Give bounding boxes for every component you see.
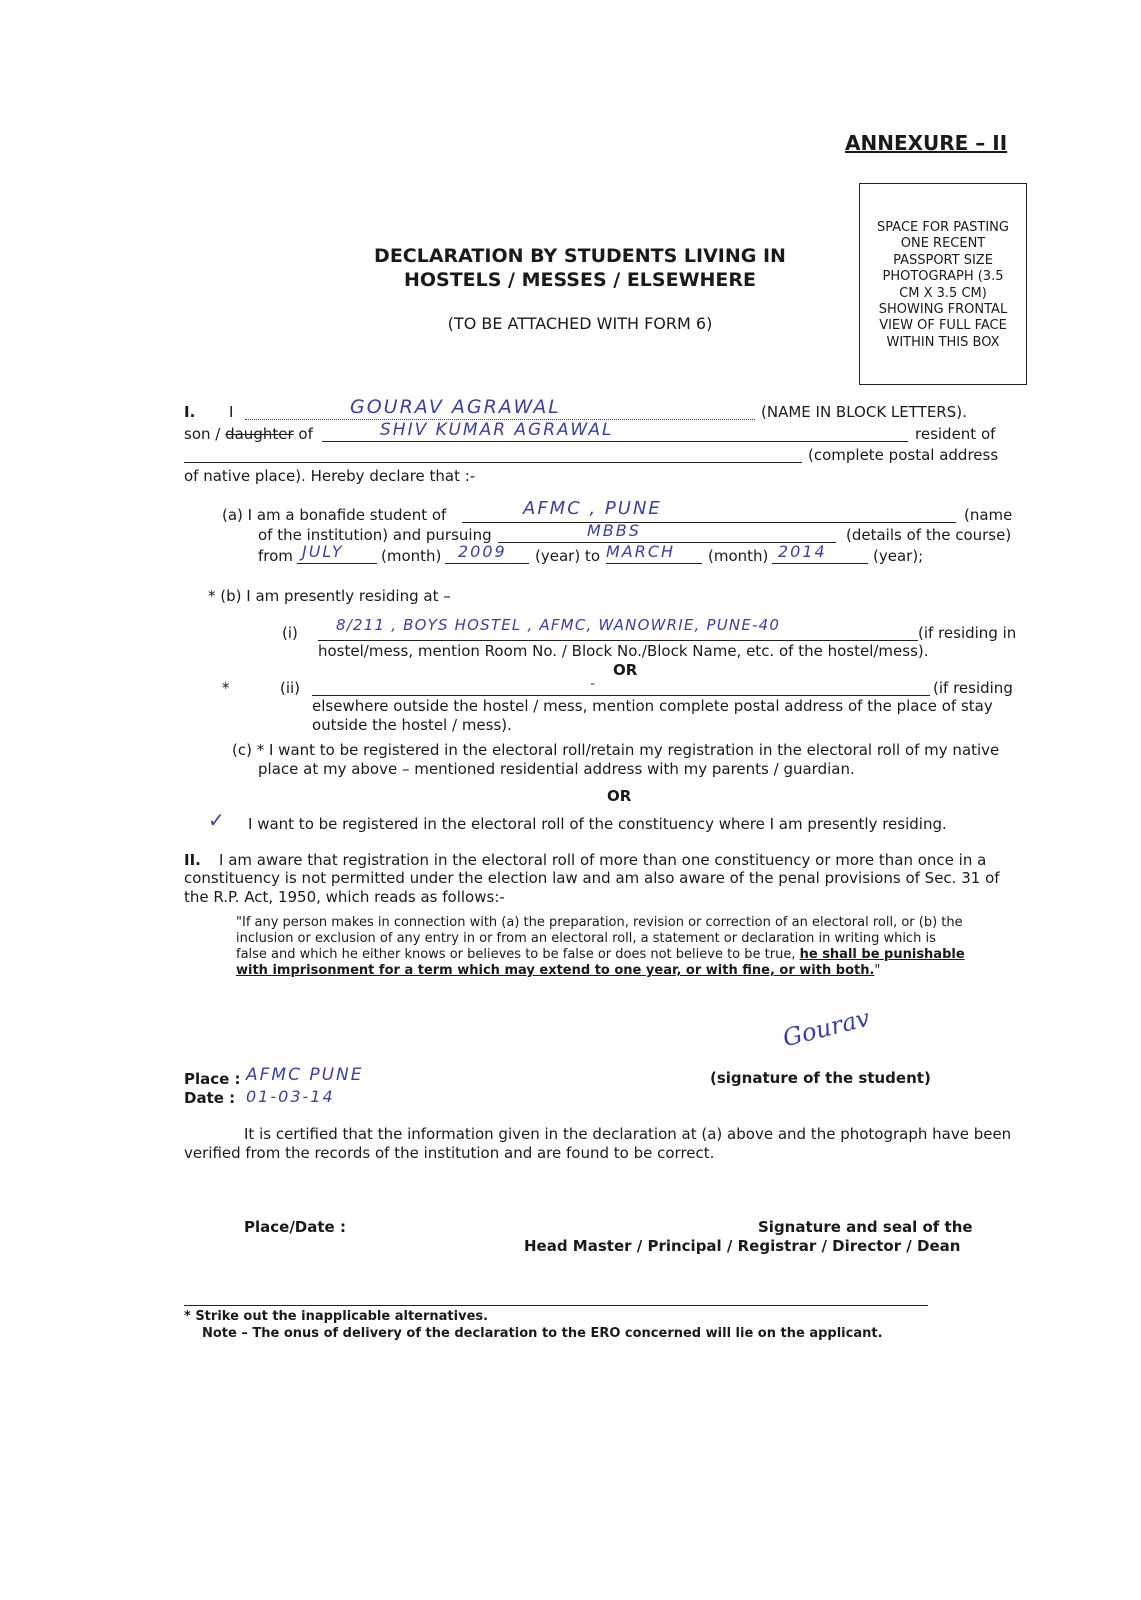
place-value: AFMC PUNE: [246, 1065, 364, 1085]
son-prefix: son /: [184, 425, 226, 443]
section-2-numeral: II.: [184, 851, 201, 869]
photo-line: PHOTOGRAPH (3.5: [882, 269, 1004, 285]
certificate-line-2: verified from the records of the institution and are found to be correct.: [184, 1144, 715, 1162]
quote-4-emphasis: with imprisonment for a term which may extend to one year, or with fine, or with both.: [236, 963, 875, 978]
section-1-numeral: I.: [184, 403, 196, 421]
month-label-1: (month): [381, 547, 442, 565]
title-line-2: HOSTELS / MESSES / ELSEWHERE: [403, 269, 757, 291]
ii-roman: (ii): [280, 679, 301, 697]
footer-strike-note: * Strike out the inapplicable alternatives.: [184, 1309, 489, 1324]
photo-line: SHOWING FRONTAL: [878, 302, 1008, 318]
course-value: MBBS: [587, 521, 641, 540]
ii-value: -: [590, 676, 598, 692]
section-2-line-1: I am aware that registration in the electoral roll of more than one constituency or more than once in a: [219, 851, 987, 869]
i-label: I: [229, 403, 234, 421]
footer-onus-note: Note – The onus of delivery of the declaration to the ERO concerned will lie on the applicant.: [202, 1326, 883, 1341]
institution-line: of the institution) and pursuing: [258, 526, 492, 544]
year-to: (year) to: [535, 547, 600, 565]
ii-note-1: elsewhere outside the hostel / mess, mention complete postal address of the place of stay: [312, 697, 993, 715]
section-2-line-2: constituency is not permitted under the election law and am also aware of the penal provisions of Sec. 31 of: [184, 869, 1000, 887]
to-year: 2014: [778, 542, 827, 561]
title-line-1: DECLARATION BY STUDENTS LIVING IN: [374, 245, 786, 267]
or-2: OR: [607, 787, 632, 805]
b-prefix: * (b) I am presently residing at –: [208, 587, 451, 605]
date-value: 01-03-14: [246, 1087, 335, 1106]
postal-suffix: (complete postal address: [808, 446, 999, 464]
place-date-label: Place/Date :: [244, 1218, 346, 1236]
ii-suffix: (if residing: [933, 679, 1013, 697]
quote-line-3: [236, 947, 965, 962]
month-label-2: (month): [708, 547, 769, 565]
c-line-2: place at my above – mentioned residential address with my parents / guardian.: [258, 760, 855, 778]
photo-box-text: [860, 220, 1026, 351]
c-alt: I want to be registered in the electoral roll of the constituency where I am presently residing.: [248, 815, 947, 833]
signature-label: (signature of the student): [710, 1069, 931, 1087]
quote-3-plain: false and which he either knows or believes to be false or does not believe to be true,: [236, 947, 800, 962]
quote-4-end: ": [874, 963, 881, 978]
student-signature: Gourav: [779, 1003, 873, 1053]
photo-line: CM X 3.5 CM): [899, 285, 987, 301]
quote-line-1: "If any person makes in connection with (a) the preparation, revision or correction of an electoral roll, or (b) the: [236, 915, 963, 930]
seal-line-2: Head Master / Principal / Registrar / Director / Dean: [524, 1237, 961, 1255]
ii-note-2: outside the hostel / mess).: [312, 716, 512, 734]
a-prefix: (a) I am a bonafide student of: [222, 506, 447, 524]
native-line: of native place). Hereby declare that :-: [184, 467, 476, 485]
section-2-line-3: the R.P. Act, 1950, which reads as follows:-: [184, 888, 505, 906]
father-value: SHIV KUMAR AGRAWAL: [380, 420, 614, 440]
photo-line: VIEW OF FULL FACE: [879, 318, 1007, 334]
photo-line: PASSPORT SIZE: [893, 252, 993, 268]
tick-icon: ✓: [208, 808, 225, 832]
hostel-value: 8/211 , BOYS HOSTEL , AFMC, WANOWRIE, PUNE-40: [336, 616, 781, 634]
or-1: OR: [613, 661, 638, 679]
photo-line: WITHIN THIS BOX: [886, 334, 1000, 350]
from-label: from: [258, 547, 293, 565]
from-year: 2009: [458, 542, 507, 561]
photo-line: SPACE FOR PASTING: [877, 220, 1009, 235]
institution-value: AFMC , PUNE: [523, 498, 662, 519]
course-suffix: (details of the course): [846, 526, 1012, 544]
of-label: of: [293, 425, 313, 443]
quote-line-2: inclusion or exclusion of any entry in or from an electoral roll, a statement or declaration in writing which is: [236, 931, 936, 946]
son-of-line: [184, 425, 313, 443]
photo-box: [859, 183, 1027, 385]
place-label: Place :: [184, 1070, 241, 1088]
i-roman: (i): [282, 624, 298, 642]
quote-line-4: [236, 963, 880, 978]
name-value: GOURAV AGRAWAL: [350, 396, 561, 418]
quote-3-emphasis: he shall be punishable: [799, 947, 965, 962]
certificate-line-1: It is certified that the information given in the declaration at (a) above and the photograph have been: [244, 1125, 1012, 1143]
name-suffix: (NAME IN BLOCK LETTERS).: [761, 403, 967, 421]
c-line-1: (c) * I want to be registered in the electoral roll/retain my registration in the electoral roll of my native: [232, 741, 1000, 759]
daughter-struck: daughter: [225, 425, 294, 443]
annexure-label: ANNEXURE – II: [845, 131, 1008, 155]
seal-line-1: Signature and seal of the: [758, 1218, 973, 1236]
resident-of: resident of: [915, 425, 996, 443]
footer-divider: [184, 1305, 928, 1306]
to-month: MARCH: [606, 542, 676, 561]
star-ii: *: [222, 679, 230, 697]
date-label: Date :: [184, 1089, 236, 1107]
name-label: (name: [964, 506, 1013, 524]
year-end: (year);: [873, 547, 924, 565]
subtitle: (TO BE ATTACHED WITH FORM 6): [447, 314, 713, 333]
hostel-suffix: (if residing in: [918, 624, 1017, 642]
hostel-note: hostel/mess, mention Room No. / Block No./Block Name, etc. of the hostel/mess).: [318, 642, 929, 660]
photo-line: ONE RECENT: [900, 236, 986, 252]
from-month: JULY: [302, 542, 344, 561]
